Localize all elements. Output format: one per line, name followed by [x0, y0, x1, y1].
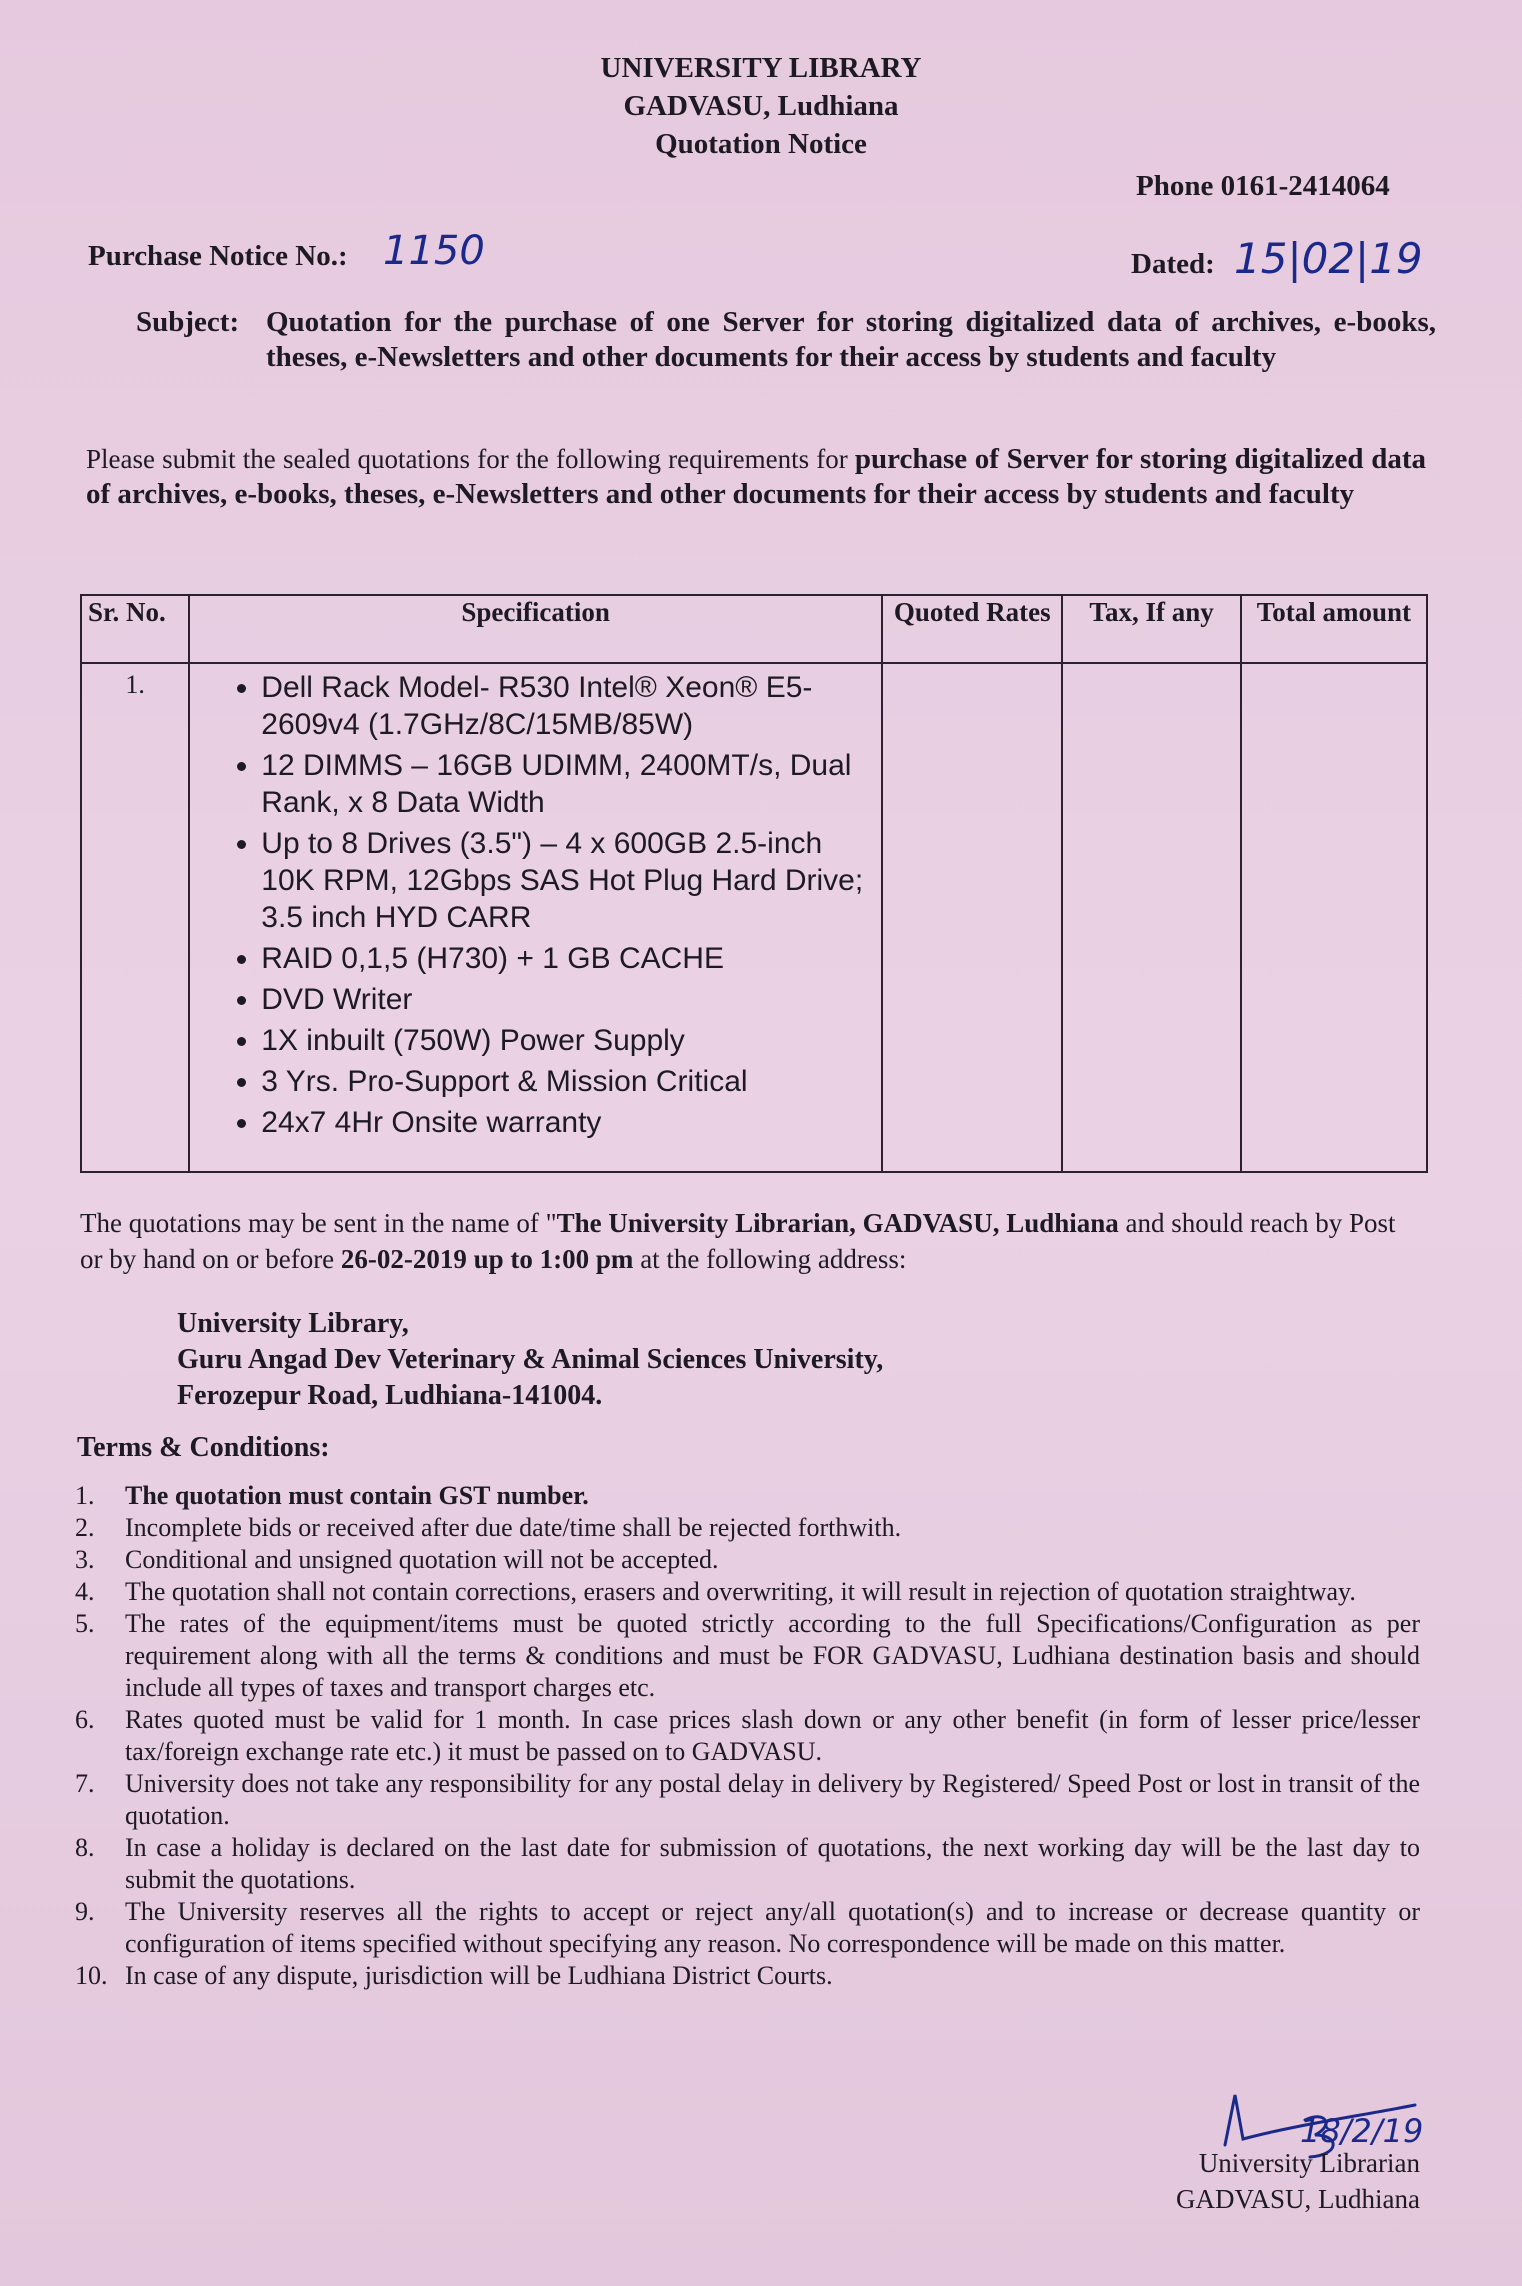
term-text: University does not take any responsibility for any postal delay in delivery by Registered/ Speed Post or lost in transit of the quotation. — [125, 1769, 1420, 1830]
col-header-quoted-rates: Quoted Rates — [882, 595, 1062, 663]
term-text: The University reserves all the rights to accept or reject any/all quotation(s) and to increase or decrease quantity or configuration of items specified without specifying any reason. No correspondence will be made on this matter. — [125, 1897, 1420, 1958]
table-row — [81, 663, 1427, 1172]
terms-list — [75, 1480, 1420, 1992]
address-block — [177, 1306, 883, 1414]
dated-label: Dated: — [1131, 248, 1215, 280]
submission-text: at the following address: — [633, 1244, 907, 1274]
address-line: Ferozepur Road, Ludhiana-141004. — [177, 1380, 603, 1411]
submission-addressee: The University Librarian, GADVASU, Ludhiana — [556, 1208, 1119, 1238]
table-header-row — [81, 595, 1427, 663]
submission-text: The quotations may be sent in the name of " — [80, 1208, 557, 1238]
list-item: 9. The University reserves all the rights to accept or reject any/all quotation(s) and to increase or decrease quantity or configuration of items specified without specifying any reason. No correspondence will be made on this matter. — [75, 1897, 1420, 1958]
signatory-title: University Librarian — [1198, 2148, 1420, 2178]
terms-heading: Terms & Conditions: — [77, 1432, 330, 1463]
list-item: • DVD Writer — [261, 981, 870, 1018]
sr-number: 1. — [81, 663, 189, 1172]
signature-date: 18/2/19 — [1300, 2112, 1424, 2150]
list-item: 5. The rates of the equipment/items must be quoted strictly according to the full Specifications/Configuration as per requirement along with all the terms & conditions and must be FOR GADVASU, Ludhiana destination basis and should include all types of taxes and transport charges etc. — [75, 1609, 1420, 1702]
purchase-notice-number: 1150 — [383, 228, 485, 274]
signatory-block — [1100, 2145, 1420, 2217]
submission-paragraph — [80, 1205, 1420, 1277]
list-item: 1. The quotation must contain GST number. — [75, 1481, 589, 1510]
list-item: • RAID 0,1,5 (H730) + 1 GB CACHE — [261, 940, 870, 977]
list-item: 2. Incomplete bids or received after due date/time shall be rejected forthwith. — [75, 1513, 902, 1542]
list-item: 10. In case of any dispute, jurisdiction will be Ludhiana District Courts. — [75, 1961, 833, 1990]
specification-list — [191, 665, 880, 1141]
list-item: • 3 Yrs. Pro-Support & Mission Critical — [261, 1063, 870, 1100]
subject-text: Quotation for the purchase of one Server for storing digitalized data of archives, e-books, theses, e-Newsletters and other documents for their access by students and faculty — [266, 306, 1436, 373]
term-text: In case of any dispute, jurisdiction will be Ludhiana District Courts. — [125, 1961, 833, 1990]
list-item: 3. Conditional and unsigned quotation will not be accepted. — [75, 1545, 719, 1574]
submission-text: and should reach by Post or by hand on or before — [80, 1208, 1396, 1274]
submission-deadline: 26-02-2019 up to 1:00 pm — [340, 1244, 634, 1274]
col-header-specification: Specification — [189, 595, 882, 663]
term-text: Conditional and unsigned quotation will not be accepted. — [125, 1545, 719, 1574]
header-subtitle: GADVASU, Ludhiana — [623, 90, 899, 122]
purchase-notice-label: Purchase Notice No.: — [88, 240, 348, 272]
col-header-sr: Sr. No. — [81, 595, 189, 663]
list-item: • 1X inbuilt (750W) Power Supply — [261, 1022, 870, 1059]
intro-bold-text: purchase of Server for storing digitalized data of archives, e-books, theses, e-Newsletters and other documents for their access by students and faculty — [86, 443, 1426, 510]
address-line: University Library, — [177, 1308, 409, 1339]
address-line: Guru Angad Dev Veterinary & Animal Sciences University, — [177, 1344, 884, 1375]
term-text: The quotation shall not contain corrections, erasers and overwriting, it will result in rejection of quotation straightway. — [125, 1577, 1356, 1606]
specification-cell — [189, 663, 882, 1172]
subject-label: Subject: — [136, 306, 240, 338]
term-text: Incomplete bids or received after due date/time shall be rejected forthwith. — [125, 1513, 902, 1542]
list-item: • 24x7 4Hr Onsite warranty — [261, 1104, 870, 1141]
list-item: • Dell Rack Model- R530 Intel® Xeon® E5-2609v4 (1.7GHz/8C/15MB/85W) — [261, 669, 870, 743]
dated-value: 15|02|19 — [1234, 234, 1423, 283]
col-header-total: Total amount — [1241, 595, 1427, 663]
quoted-rates-cell — [882, 663, 1062, 1172]
list-item: 6. Rates quoted must be valid for 1 month. In case prices slash down or any other benefit (in form of lesser price/lesser tax/foreign exchange rate etc.) it must be passed on to GADVASU. — [75, 1705, 1420, 1766]
term-text: The quotation must contain GST number. — [125, 1481, 589, 1510]
tax-cell — [1062, 663, 1240, 1172]
total-amount-cell — [1241, 663, 1427, 1172]
list-item: 8. In case a holiday is declared on the last date for submission of quotations, the next working day will be the last day to submit the quotations. — [75, 1833, 1420, 1894]
list-item: • Up to 8 Drives (3.5") – 4 x 600GB 2.5-inch 10K RPM, 12Gbps SAS Hot Plug Hard Drive; 3.5 inch HYD CARR — [261, 825, 870, 936]
header-title: UNIVERSITY LIBRARY — [600, 52, 922, 84]
intro-paragraph — [86, 442, 1426, 512]
header-phone: Phone 0161-2414064 — [1136, 170, 1390, 202]
col-header-tax: Tax, If any — [1062, 595, 1240, 663]
header-notice-title: Quotation Notice — [655, 128, 867, 160]
term-text: The rates of the equipment/items must be quoted strictly according to the full Specifications/Configuration as per requirement along with all the terms & conditions and must be FOR GADVASU, Ludhiana destination basis and should include all types of taxes and transport charges etc. — [125, 1609, 1420, 1702]
term-text: In case a holiday is declared on the last date for submission of quotations, the next working day will be the last day to submit the quotations. — [125, 1833, 1420, 1894]
specification-table — [80, 594, 1428, 1173]
term-text: Rates quoted must be valid for 1 month. In case prices slash down or any other benefit (in form of lesser price/lesser tax/foreign exchange rate etc.) it must be passed on to GADVASU. — [125, 1705, 1420, 1766]
list-item: • 12 DIMMS – 16GB UDIMM, 2400MT/s, Dual Rank, x 8 Data Width — [261, 747, 870, 821]
list-item: 4. The quotation shall not contain corrections, erasers and overwriting, it will result in rejection of quotation straightway. — [75, 1577, 1356, 1606]
intro-text: Please submit the sealed quotations for the following requirements for — [86, 444, 855, 474]
list-item: 7. University does not take any responsibility for any postal delay in delivery by Registered/ Speed Post or lost in transit of the quotation. — [75, 1769, 1420, 1830]
signatory-institution: GADVASU, Ludhiana — [1176, 2184, 1420, 2214]
